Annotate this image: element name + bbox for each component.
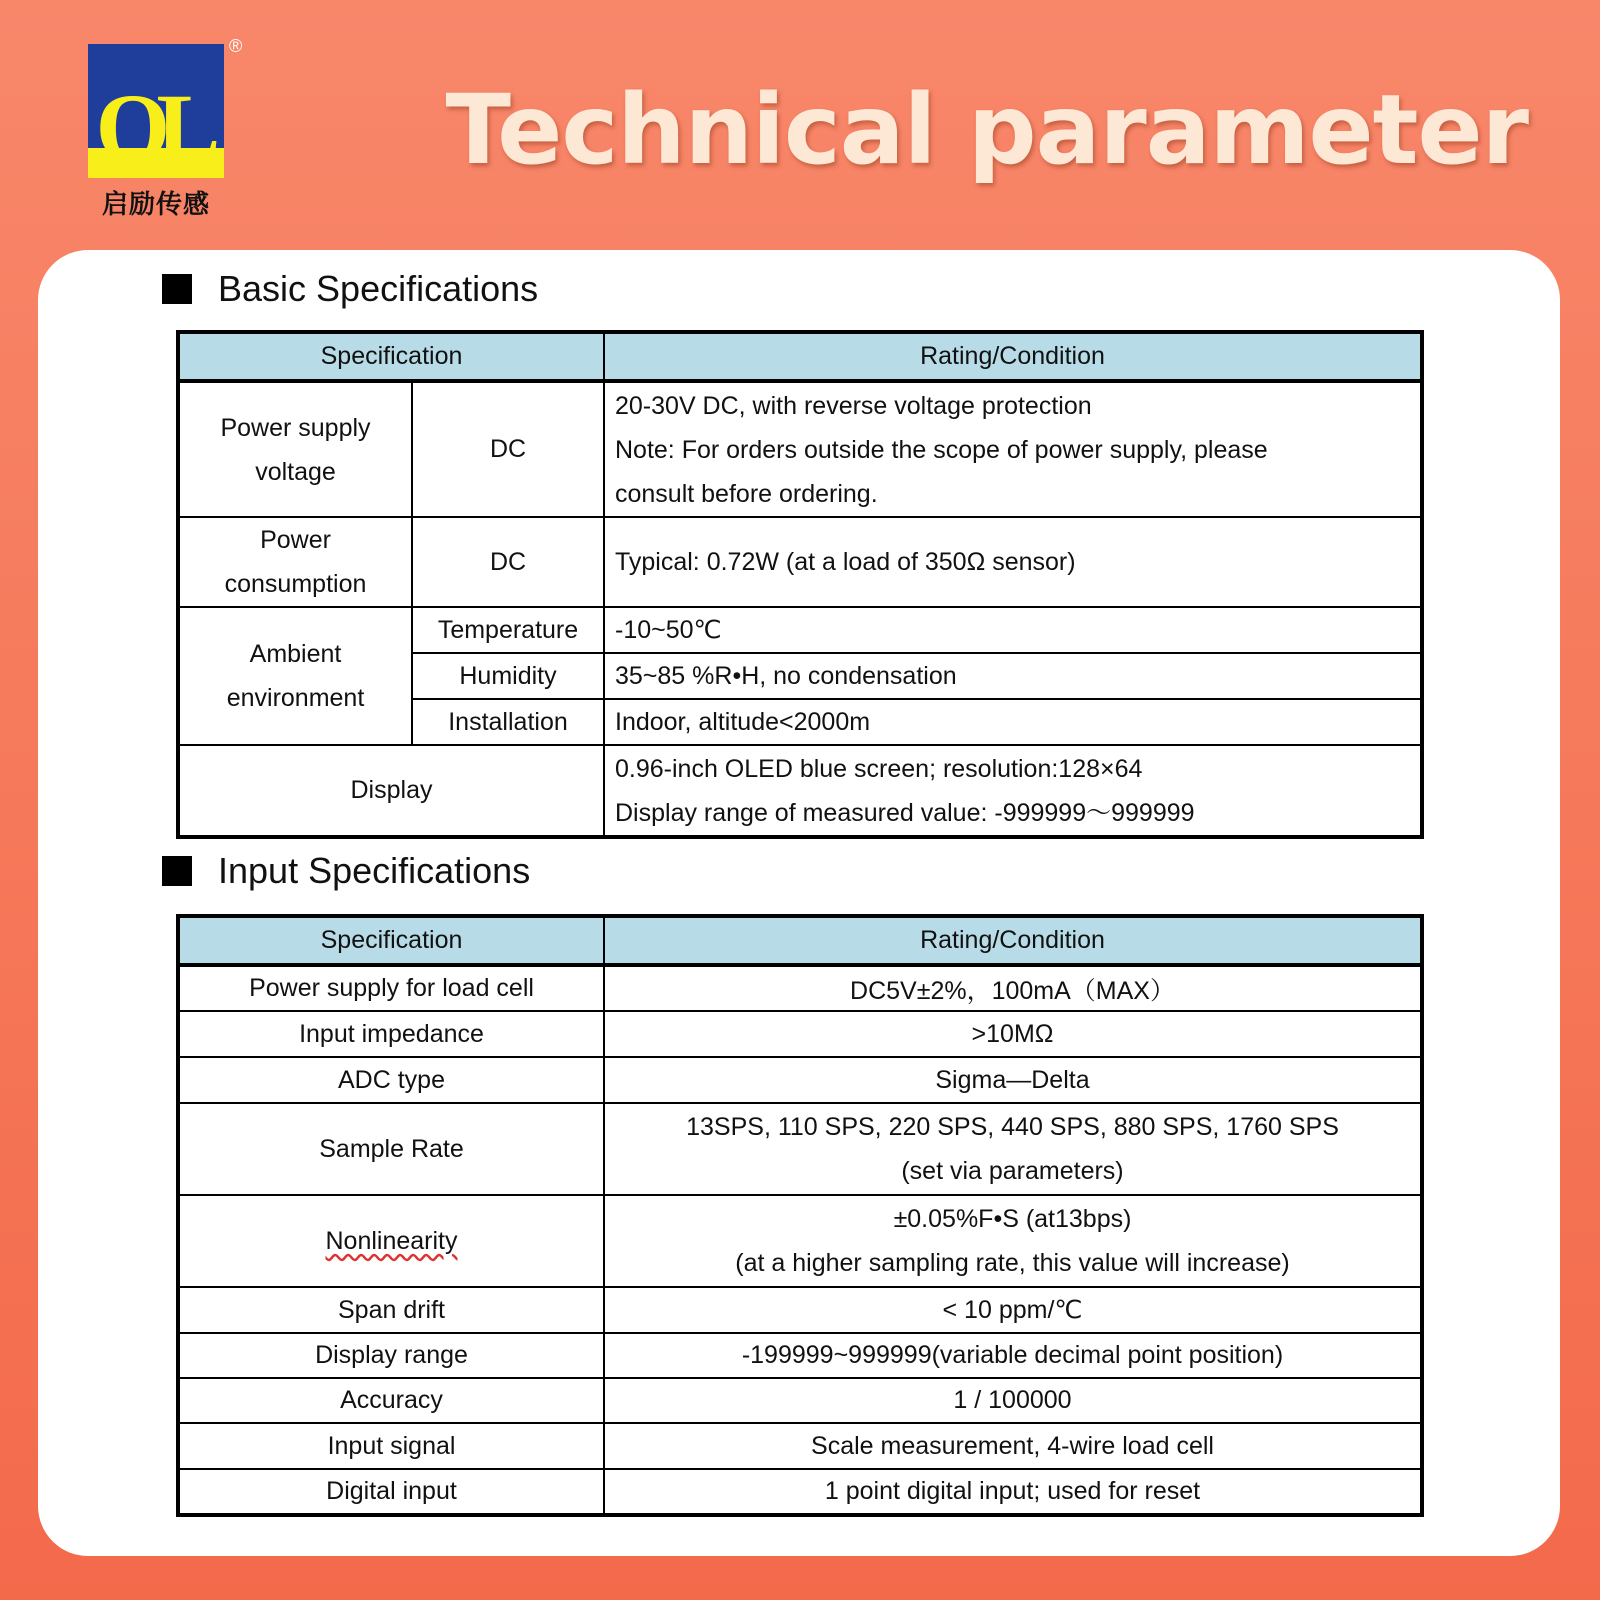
power-voltage-label: Power supply voltage [178, 381, 412, 517]
row-value: DC5V±2%，100mA（MAX） [604, 965, 1422, 1011]
table-row [178, 1103, 1422, 1195]
temperature-label: Temperature [412, 607, 604, 653]
row-label: Input impedance [178, 1011, 604, 1057]
power-consumption-type: DC [412, 517, 604, 607]
row-label: Accuracy [178, 1378, 604, 1423]
nonlinearity-value: ±0.05%F•S (at13bps) (at a higher sampling rate, this value will increase) [604, 1195, 1422, 1287]
table-row [178, 745, 1422, 837]
sample-rate-label: Sample Rate [178, 1103, 604, 1195]
row-value: -199999~999999(variable decimal point position) [604, 1333, 1422, 1378]
table-header-row [178, 916, 1422, 965]
table-row [178, 1011, 1422, 1057]
temperature-value: -10~50℃ [604, 607, 1422, 653]
header-specification: Specification [178, 916, 604, 965]
input-specifications-table [176, 914, 1424, 1517]
sample-rate-value: 13SPS, 110 SPS, 220 SPS, 440 SPS, 880 SPS, 1760 SPS (set via parameters) [604, 1103, 1422, 1195]
installation-value: Indoor, altitude<2000m [604, 699, 1422, 745]
row-label: ADC type [178, 1057, 604, 1103]
table-row [178, 1333, 1422, 1378]
power-consumption-label: Power consumption [178, 517, 412, 607]
logo-letters: QL [95, 74, 207, 178]
nonlinearity-label: Nonlinearity [178, 1195, 604, 1287]
table-row [178, 1195, 1422, 1287]
table-row [178, 517, 1422, 607]
row-label: Span drift [178, 1287, 604, 1333]
table-row [178, 965, 1422, 1011]
header-rating: Rating/Condition [604, 916, 1422, 965]
brand-logo [88, 44, 228, 221]
table-row [178, 1469, 1422, 1515]
row-label: Display range [178, 1333, 604, 1378]
header-specification: Specification [178, 332, 604, 381]
table-row [178, 607, 1422, 653]
row-label: Power supply for load cell [178, 965, 604, 1011]
table-row [178, 1287, 1422, 1333]
row-value: Sigma—Delta [604, 1057, 1422, 1103]
row-value: >10MΩ [604, 1011, 1422, 1057]
power-consumption-value: Typical: 0.72W (at a load of 350Ω sensor) [604, 517, 1422, 607]
power-voltage-value: 20-30V DC, with reverse voltage protection Note: For orders outside the scope of power supply, please consult before ordering. [604, 381, 1422, 517]
row-value: < 10 ppm/℃ [604, 1287, 1422, 1333]
installation-label: Installation [412, 699, 604, 745]
page-title: Technical parameter [445, 74, 1528, 186]
row-label: Input signal [178, 1423, 604, 1469]
table-header-row [178, 332, 1422, 381]
row-value: 1 / 100000 [604, 1378, 1422, 1423]
row-label: Digital input [178, 1469, 604, 1515]
table-row [178, 1423, 1422, 1469]
humidity-value: 35~85 %R•H, no condensation [604, 653, 1422, 699]
header-rating: Rating/Condition [604, 332, 1422, 381]
spec-card [38, 250, 1560, 1556]
basic-specifications-heading: Basic Specifications [162, 268, 538, 310]
basic-specifications-table [176, 330, 1424, 839]
table-row [178, 1057, 1422, 1103]
table-row [178, 1378, 1422, 1423]
brand-name-cn: 启励传感 [101, 190, 210, 220]
table-row [178, 381, 1422, 517]
square-bullet-icon [162, 856, 192, 886]
logo-mark [88, 44, 224, 178]
registered-mark: ® [229, 36, 243, 56]
display-label: Display [178, 745, 604, 837]
input-specifications-heading: Input Specifications [162, 850, 530, 892]
ambient-label: Ambient environment [178, 607, 412, 745]
humidity-label: Humidity [412, 653, 604, 699]
display-value: 0.96-inch OLED blue screen; resolution:128×64 Display range of measured value: -999999～999999 [604, 745, 1422, 837]
square-bullet-icon [162, 274, 192, 304]
row-value: 1 point digital input; used for reset [604, 1469, 1422, 1515]
row-value: Scale measurement, 4-wire load cell [604, 1423, 1422, 1469]
power-voltage-type: DC [412, 381, 604, 517]
